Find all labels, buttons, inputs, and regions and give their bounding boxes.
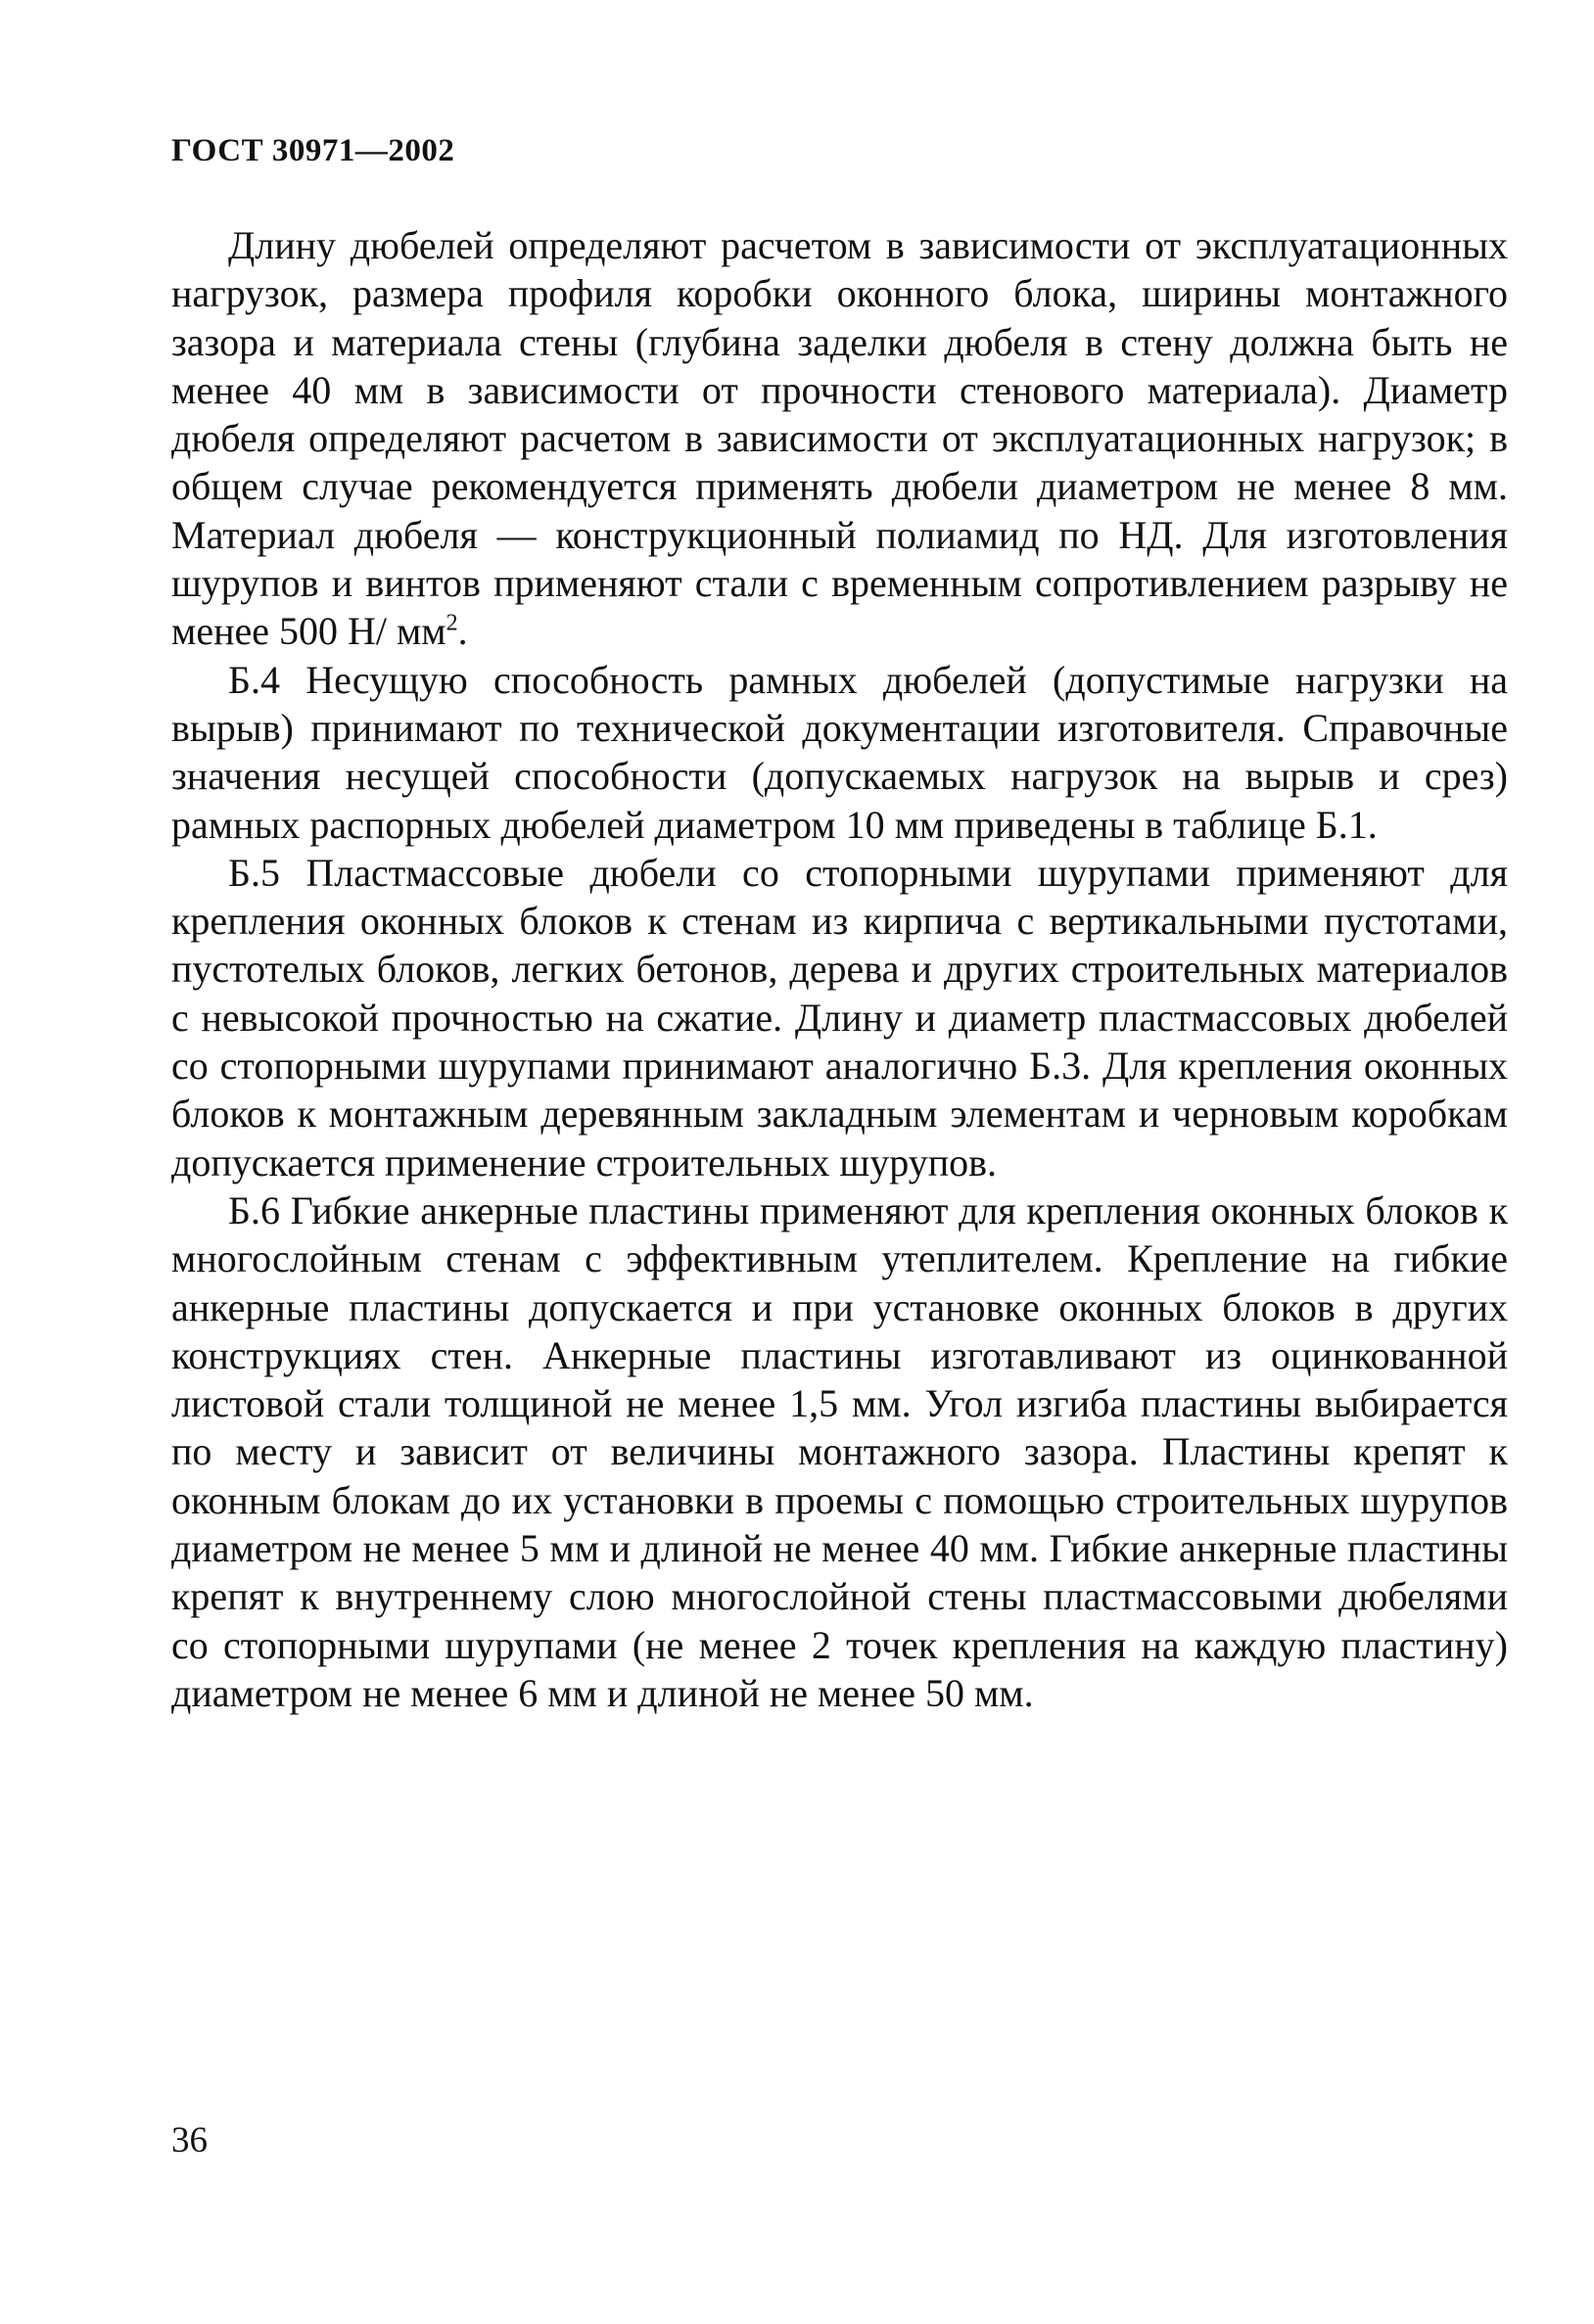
paragraph-tail: . — [457, 609, 468, 654]
page-body — [171, 221, 1508, 1717]
page-number: 36 — [171, 2120, 208, 2161]
superscript: 2 — [445, 611, 458, 637]
paragraph-b6: Б.6 Гибкие анкерные пластины применяют для крепления оконных блоков к многослойным стенам с эффективным утеплителем. Крепление на гибкие анкерные пластины допускается и при установке оконных блоков в других конструкциях стен. Анкерные пластины изготавливают из оцинкованной листовой стали толщиной не менее 1,5 мм. Угол изгиба пластины выбирается по месту и зависит от величины монтажного зазора. Пластины крепят к оконным блокам до их установки в проемы с помощью строительных шурупов диаметром не менее 5 мм и длиной не менее 40 мм. Гибкие анкерные пластины крепят к внутреннему слою многослойной стены пластмассовыми дюбелями со стопорными шурупами (не менее 2 точек крепления на каждую пластину) диаметром не менее 6 мм и длиной не менее 50 мм. — [171, 1187, 1508, 1715]
page-header: ГОСТ 30971—2002 — [171, 133, 455, 168]
paragraph-text: Длину дюбелей определяют расчетом в зависимости от эксплуатационных нагрузок, размера профиля коробки оконного блока, ширины монтажного зазора и материала стены (глубина заделки дюбеля в стену должна быть не менее 40 мм в зависимости от прочности стенового материала). Диаметр дюбеля определяют расчетом в зависимости от эксплуатационных нагрузок; в общем случае рекомендуется применять дюбели диаметром не менее 8 мм. Материал дюбеля — конструкционный полиамид по НД. Для изготовления шурупов и винтов применяют стали с временным сопротивлением разрыву не менее 500 Н/ мм — [171, 223, 1508, 654]
paragraph-b4: Б.4 Несущую способность рамных дюбелей (допустимые нагрузки на вырыв) принимают по технической документации изготовителя. Справочные значения несущей способности (допускаемых нагрузок на вырыв и срез) рамных распорных дюбелей диаметром 10 мм приведены в таблице Б.1. — [171, 657, 1508, 847]
paragraph-b5: Б.5 Пластмассовые дюбели со стопорными шурупами применяют для крепления оконных блоков к стенам из кирпича с вертикальными пустотами, пустотелых блоков, легких бетонов, дерева и других строительных материалов с невысокой прочностью на сжатие. Длину и диаметр пластмассовых дюбелей со стопорными шурупами принимают аналогично Б.3. Для крепления оконных блоков к монтажным деревянным закладным элементам и черновым коробкам допускается применение строительных шурупов. — [171, 850, 1508, 1185]
paragraph-b3-continued — [171, 221, 1508, 656]
